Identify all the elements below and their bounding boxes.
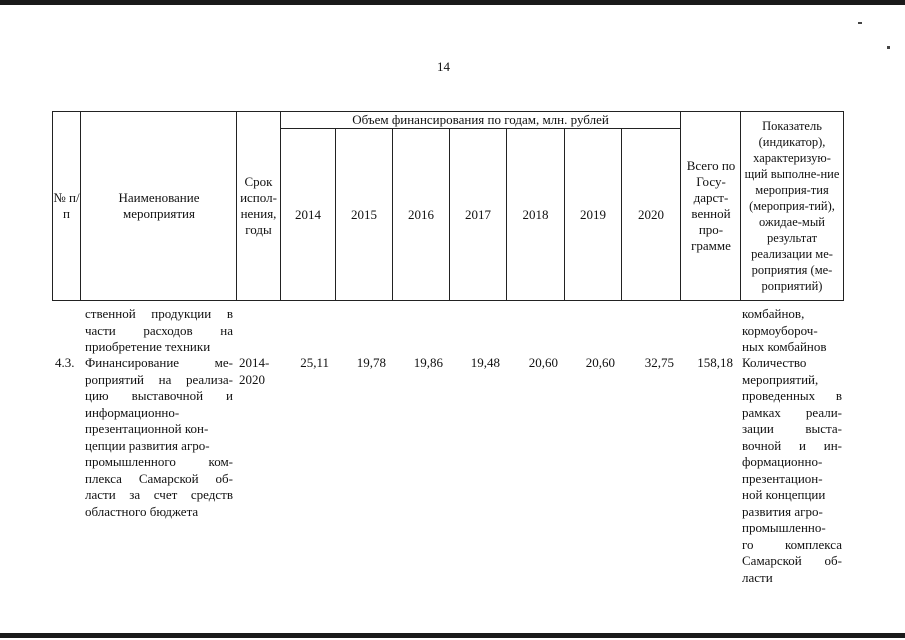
row-value-2018: 20,60 (528, 355, 558, 370)
continued-indicator: комбайнов, кормоубороч- ных комбайнов (742, 306, 827, 354)
header-year-2017: 2017 (465, 206, 491, 222)
continued-name: ственной продукции в части расходов на приобретение техники (85, 306, 233, 354)
row-value-2017: 19,48 (470, 355, 500, 370)
scan-top-border (0, 0, 905, 5)
row-total: 158,18 (697, 355, 733, 370)
header-indicator: Показатель (индикатор), характеризую-щий выполне-ние мероприя-тия (мероприя-тий), ожидае-мый результат реализации ме-роприятия (ме-роприятий) (744, 119, 840, 293)
header-year-2015: 2015 (351, 206, 377, 222)
row-name: Финансирование ме- роприятий на реализа- цию выставочной и информационно- презентационной кон- цепции развития агро- промышленного ком- плекса Самарской об- ласти за счет средств областного бюджета (85, 355, 233, 519)
header-year-2020: 2020 (638, 206, 664, 222)
header-year-2016: 2016 (408, 206, 434, 222)
header-year-2019: 2019 (580, 206, 606, 222)
header-year-2014: 2014 (295, 206, 321, 222)
page-number: 14 (437, 59, 450, 74)
row-value-2014: 25,11 (300, 355, 329, 370)
header-term: Срок испол-нения, годы (240, 174, 277, 237)
scan-bottom-border (0, 633, 905, 638)
header-num: № п/п (53, 190, 80, 221)
header-funding: Объем финансирования по годам, млн. рублей (352, 111, 609, 127)
row-num: 4.3. (55, 355, 75, 370)
row-value-2020: 32,75 (644, 355, 674, 370)
scan-speck (887, 46, 890, 49)
row-value-2016: 19,86 (413, 355, 443, 370)
header-total: Всего по Госу-дарст-венной про-грамме (686, 158, 736, 253)
header-year-2018: 2018 (522, 206, 549, 222)
row-indicator: Количество мероприятий, проведенных в рамках реали- зации выста- вочной и ин- формационно- презентацион- ной концепции развития агро- промышленно- го комплекса Самарской об- ласти (742, 355, 842, 585)
row-term: 2014- 2020 (239, 355, 270, 387)
scan-speck (858, 22, 862, 24)
row-value-2015: 19,78 (356, 355, 386, 370)
row-value-2019: 20,60 (585, 355, 615, 370)
header-name: Наименование мероприятия (118, 190, 200, 221)
